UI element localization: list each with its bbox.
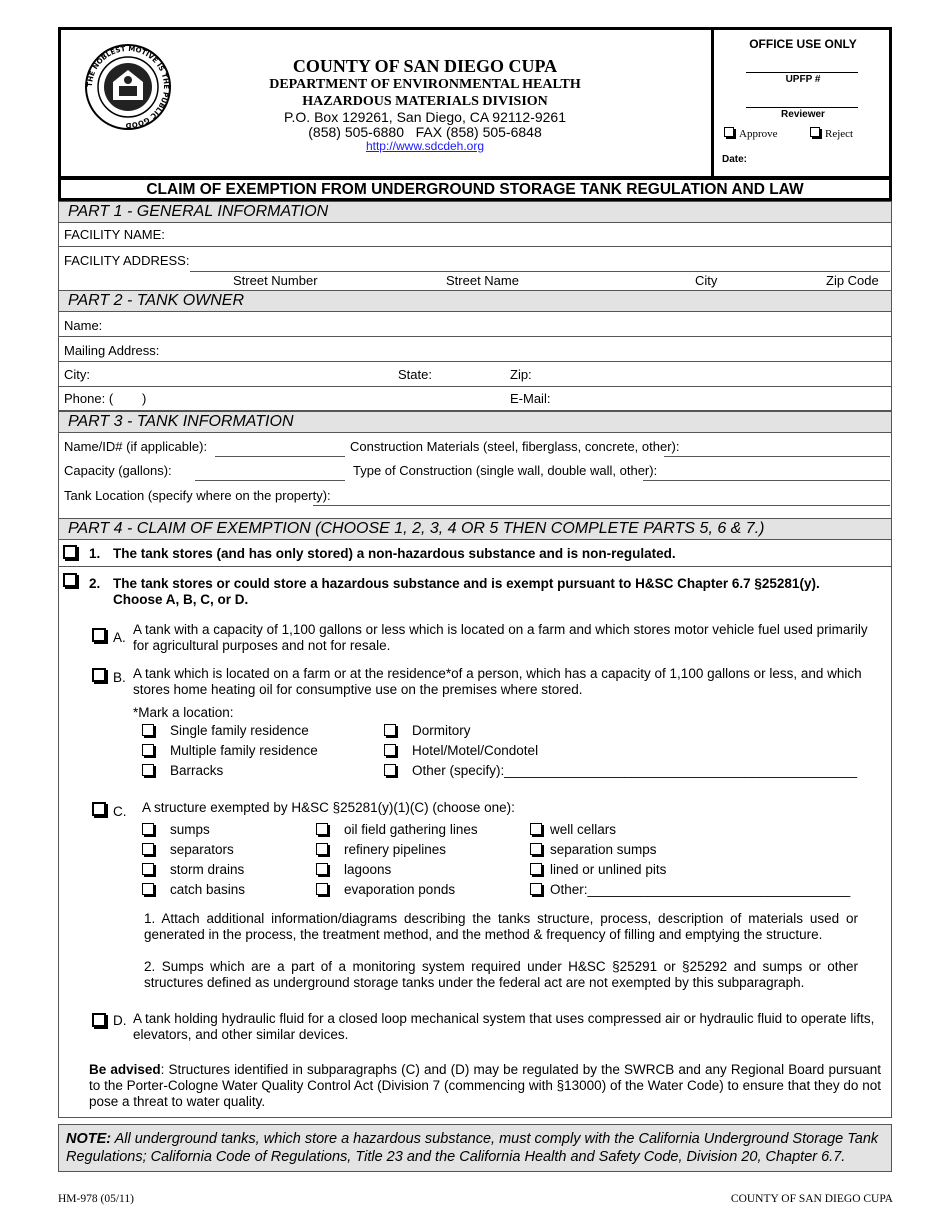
facility-address-field[interactable]: [190, 271, 890, 272]
capacity-field[interactable]: [195, 480, 345, 481]
checkbox[interactable]: [316, 823, 328, 835]
option-label: separation sumps: [550, 842, 657, 857]
be-advised-paragraph: [89, 1062, 881, 1110]
option-label: storm drains: [170, 862, 245, 877]
mark-location-label: *Mark a location:: [133, 705, 234, 720]
owner-phone-label: Phone: ( ): [64, 391, 147, 406]
structure-option[interactable]: [142, 882, 245, 898]
date-label: Date:: [722, 154, 748, 165]
structure-option[interactable]: [142, 862, 244, 878]
c-note-1: 1. Attach additional information/diagrams describing the tanks structure, process, description of materials used or generated in the process, the treatment method, and the method & frequency of filling and emptying the structure.: [144, 911, 858, 942]
reviewer-line: [746, 107, 858, 108]
reject-option[interactable]: [810, 127, 853, 140]
note-box: [58, 1124, 892, 1172]
option-b-checkbox[interactable]: [92, 668, 106, 682]
option-a-label: A.: [113, 630, 126, 645]
tank-location-label: Tank Location (specify where on the property):: [64, 488, 331, 503]
checkbox[interactable]: [316, 843, 328, 855]
structure-option[interactable]: [142, 822, 210, 838]
checkbox[interactable]: [142, 883, 154, 895]
option-label: sumps: [170, 822, 210, 837]
checkbox[interactable]: [142, 764, 154, 776]
checkbox[interactable]: [142, 843, 154, 855]
reject-checkbox[interactable]: [810, 127, 820, 137]
zip-caption: Zip Code: [826, 273, 879, 288]
option-label: lagoons: [344, 862, 392, 877]
construction-materials-field[interactable]: [664, 456, 890, 457]
option-label: lined or unlined pits: [550, 862, 667, 877]
form-title: CLAIM OF EXEMPTION FROM UNDERGROUND STORAGE TANK REGULATION AND LAW: [58, 177, 892, 201]
option-label: Other:___________________________________: [550, 882, 851, 897]
facility-name-field[interactable]: [165, 246, 890, 247]
facility-name-label: FACILITY NAME:: [64, 227, 165, 242]
part3-heading: PART 3 - TANK INFORMATION: [59, 411, 891, 433]
owner-state-label: State:: [398, 367, 432, 382]
option-b-text: A tank which is located on a farm or at the residence*of a person, which has a capacity of 1,100 gallons or less, and which stores home heating oil for consumptive use on the premises where stored.: [133, 666, 862, 697]
option-c-label: C.: [113, 804, 127, 819]
facility-name-row: [59, 223, 891, 247]
office-use-title: OFFICE USE ONLY: [749, 37, 857, 51]
checkbox[interactable]: [142, 863, 154, 875]
approve-option[interactable]: [724, 127, 778, 140]
structure-option[interactable]: [530, 882, 850, 898]
option-d-checkbox[interactable]: [92, 1013, 106, 1027]
item1-text: The tank stores (and has only stored) a non-hazardous substance and is non-regulated.: [113, 546, 676, 561]
website-link[interactable]: http://www.sdcdeh.org: [365, 139, 485, 153]
division-name: HAZARDOUS MATERIALS DIVISION: [302, 94, 548, 109]
checkbox[interactable]: [530, 883, 542, 895]
part2-heading: PART 2 - TANK OWNER: [59, 290, 891, 312]
checkbox[interactable]: [384, 724, 396, 736]
option-label: Dormitory: [412, 723, 471, 738]
mailing-address-label: Mailing Address:: [64, 343, 160, 358]
form-id: HM-978 (05/11): [58, 1193, 134, 1205]
item1-checkbox[interactable]: [63, 545, 77, 559]
option-a-text: A tank with a capacity of 1,100 gallons or less which is located on a farm and which stores motor vehicle fuel used primarily for agricultural purposes and not for resale.: [133, 622, 868, 653]
structure-option[interactable]: [530, 822, 616, 838]
office-use-box: [711, 27, 892, 177]
option-d-text: A tank holding hydraulic fluid for a closed loop mechanical system that uses compressed air or hydraulic fluid to operate lifts, elevators, and other similar devices.: [133, 1011, 875, 1042]
part1-heading: PART 1 - GENERAL INFORMATION: [59, 201, 891, 223]
location-option[interactable]: [384, 723, 471, 739]
location-option[interactable]: [384, 763, 857, 779]
street-number-caption: Street Number: [233, 273, 318, 288]
option-label: Barracks: [170, 763, 224, 778]
location-option[interactable]: [142, 723, 309, 739]
option-label: catch basins: [170, 882, 246, 897]
item2-text: The tank stores or could store a hazardous substance and is exempt pursuant to H&SC Chapter 6.7 §25281(y). Choose A, B, C, or D.: [113, 576, 820, 607]
item2-checkbox[interactable]: [63, 573, 77, 587]
approve-label: Approve: [739, 128, 778, 140]
reviewer-label: Reviewer: [781, 109, 825, 120]
option-label: Multiple family residence: [170, 743, 318, 758]
c-note-2: 2. Sumps which are a part of a monitoring system required under H&SC §25291 or §25292 and sumps or other structures defined as underground storage tanks under the federal act are not exempted by this subparagraph.: [144, 959, 858, 990]
capacity-label: Capacity (gallons):: [64, 463, 172, 478]
option-label: oil field gathering lines: [344, 822, 478, 837]
structure-option[interactable]: [530, 842, 657, 858]
svg-text:THE NOBLEST MOTIVE IS THE PUBL: THE NOBLEST MOTIVE IS THE PUBLIC GOOD: [85, 44, 171, 130]
option-label: Single family residence: [170, 723, 309, 738]
phone-email-row[interactable]: [59, 387, 891, 411]
owner-email-label: E-Mail:: [510, 391, 551, 406]
county-seal-icon: [83, 42, 173, 132]
checkbox[interactable]: [142, 744, 154, 756]
phone-fax: (858) 505-6880 FAX (858) 505-6848: [308, 124, 542, 140]
tank-location-field[interactable]: [313, 505, 890, 506]
footer-agency: COUNTY OF SAN DIEGO CUPA: [730, 1193, 893, 1205]
note-text: All underground tanks, which store a hazardous substance, must comply with the California Underground Storage Tank Regulations; California Code of Regulations, Title 23 and the California Health and Safety Code, Division 20, Chapter 6.7.: [66, 1131, 879, 1165]
part4-heading: PART 4 - CLAIM OF EXEMPTION (CHOOSE 1, 2, 3, 4 OR 5 THEN COMPLETE PARTS 5, 6 & 7.): [59, 518, 891, 540]
checkbox[interactable]: [530, 863, 542, 875]
checkbox[interactable]: [384, 744, 396, 756]
location-option[interactable]: [142, 743, 318, 759]
option-d-label: D.: [113, 1013, 127, 1028]
checkbox[interactable]: [530, 843, 542, 855]
upfp-label: UPFP #: [785, 74, 821, 85]
option-c-text: A structure exempted by H&SC §25281(y)(1)(C) (choose one):: [142, 800, 515, 815]
checkbox[interactable]: [142, 823, 154, 835]
structure-option[interactable]: [316, 882, 455, 898]
option-b-label: B.: [113, 670, 126, 685]
facility-address-label: FACILITY ADDRESS:: [64, 253, 190, 268]
website-wrap: [230, 139, 620, 153]
address: P.O. Box 129261, San Diego, CA 92112-9261: [283, 109, 567, 125]
option-label: evaporation ponds: [344, 882, 456, 897]
location-option[interactable]: [384, 743, 538, 759]
checkbox[interactable]: [384, 764, 396, 776]
be-advised-text: : Structures identified in subparagraphs (C) and (D) may be regulated by the SWRCB and any Regional Board pursuant to the Porter-Cologne Water Quality Control Act (Division 7 (commencing with §13000) of the Water Code) to ensure that they do not pose a threat to water quality.: [89, 1062, 881, 1109]
structure-option[interactable]: [142, 842, 234, 858]
item1-number: 1.: [89, 546, 101, 561]
owner-zip-label: Zip:: [510, 367, 532, 382]
option-label: Other (specify):_______________________________________________: [412, 763, 858, 778]
structure-option[interactable]: [530, 862, 666, 878]
item2-number: 2.: [89, 576, 101, 591]
structure-option[interactable]: [316, 862, 391, 878]
reject-label: Reject: [825, 128, 854, 140]
be-advised-bold: Be advised: [89, 1062, 161, 1077]
construction-materials-label: Construction Materials (steel, fiberglass, concrete, other):: [350, 439, 680, 454]
checkbox[interactable]: [316, 883, 328, 895]
county-name: COUNTY OF SAN DIEGO CUPA: [292, 56, 558, 76]
option-label: well cellars: [550, 822, 617, 837]
structure-option[interactable]: [316, 842, 446, 858]
checkbox[interactable]: [316, 863, 328, 875]
owner-city-label: City:: [64, 367, 90, 382]
construction-type-field[interactable]: [643, 480, 890, 481]
checkbox[interactable]: [142, 724, 154, 736]
location-option[interactable]: [142, 763, 223, 779]
approve-checkbox[interactable]: [724, 127, 734, 137]
construction-type-label: Type of Construction (single wall, double wall, other):: [353, 463, 658, 478]
option-a-checkbox[interactable]: [92, 628, 106, 642]
street-name-caption: Street Name: [446, 273, 519, 288]
option-c-checkbox[interactable]: [92, 802, 106, 816]
upfp-line: [746, 72, 858, 73]
note-bold: NOTE:: [66, 1131, 112, 1147]
tank-name-label: Name/ID# (if applicable):: [64, 439, 208, 454]
owner-name-row[interactable]: [59, 312, 891, 337]
mailing-address-row[interactable]: [59, 337, 891, 362]
structure-option[interactable]: [316, 822, 478, 838]
option-label: Hotel/Motel/Condotel: [412, 743, 539, 758]
owner-name-label: Name:: [64, 318, 103, 333]
option-label: separators: [170, 842, 234, 857]
city-caption: City: [695, 273, 718, 288]
tank-name-field[interactable]: [215, 456, 345, 457]
city-state-zip-row[interactable]: [59, 362, 891, 387]
department-name: DEPARTMENT OF ENVIRONMENTAL HEALTH: [269, 77, 581, 92]
option-label: refinery pipelines: [344, 842, 447, 857]
checkbox[interactable]: [530, 823, 542, 835]
